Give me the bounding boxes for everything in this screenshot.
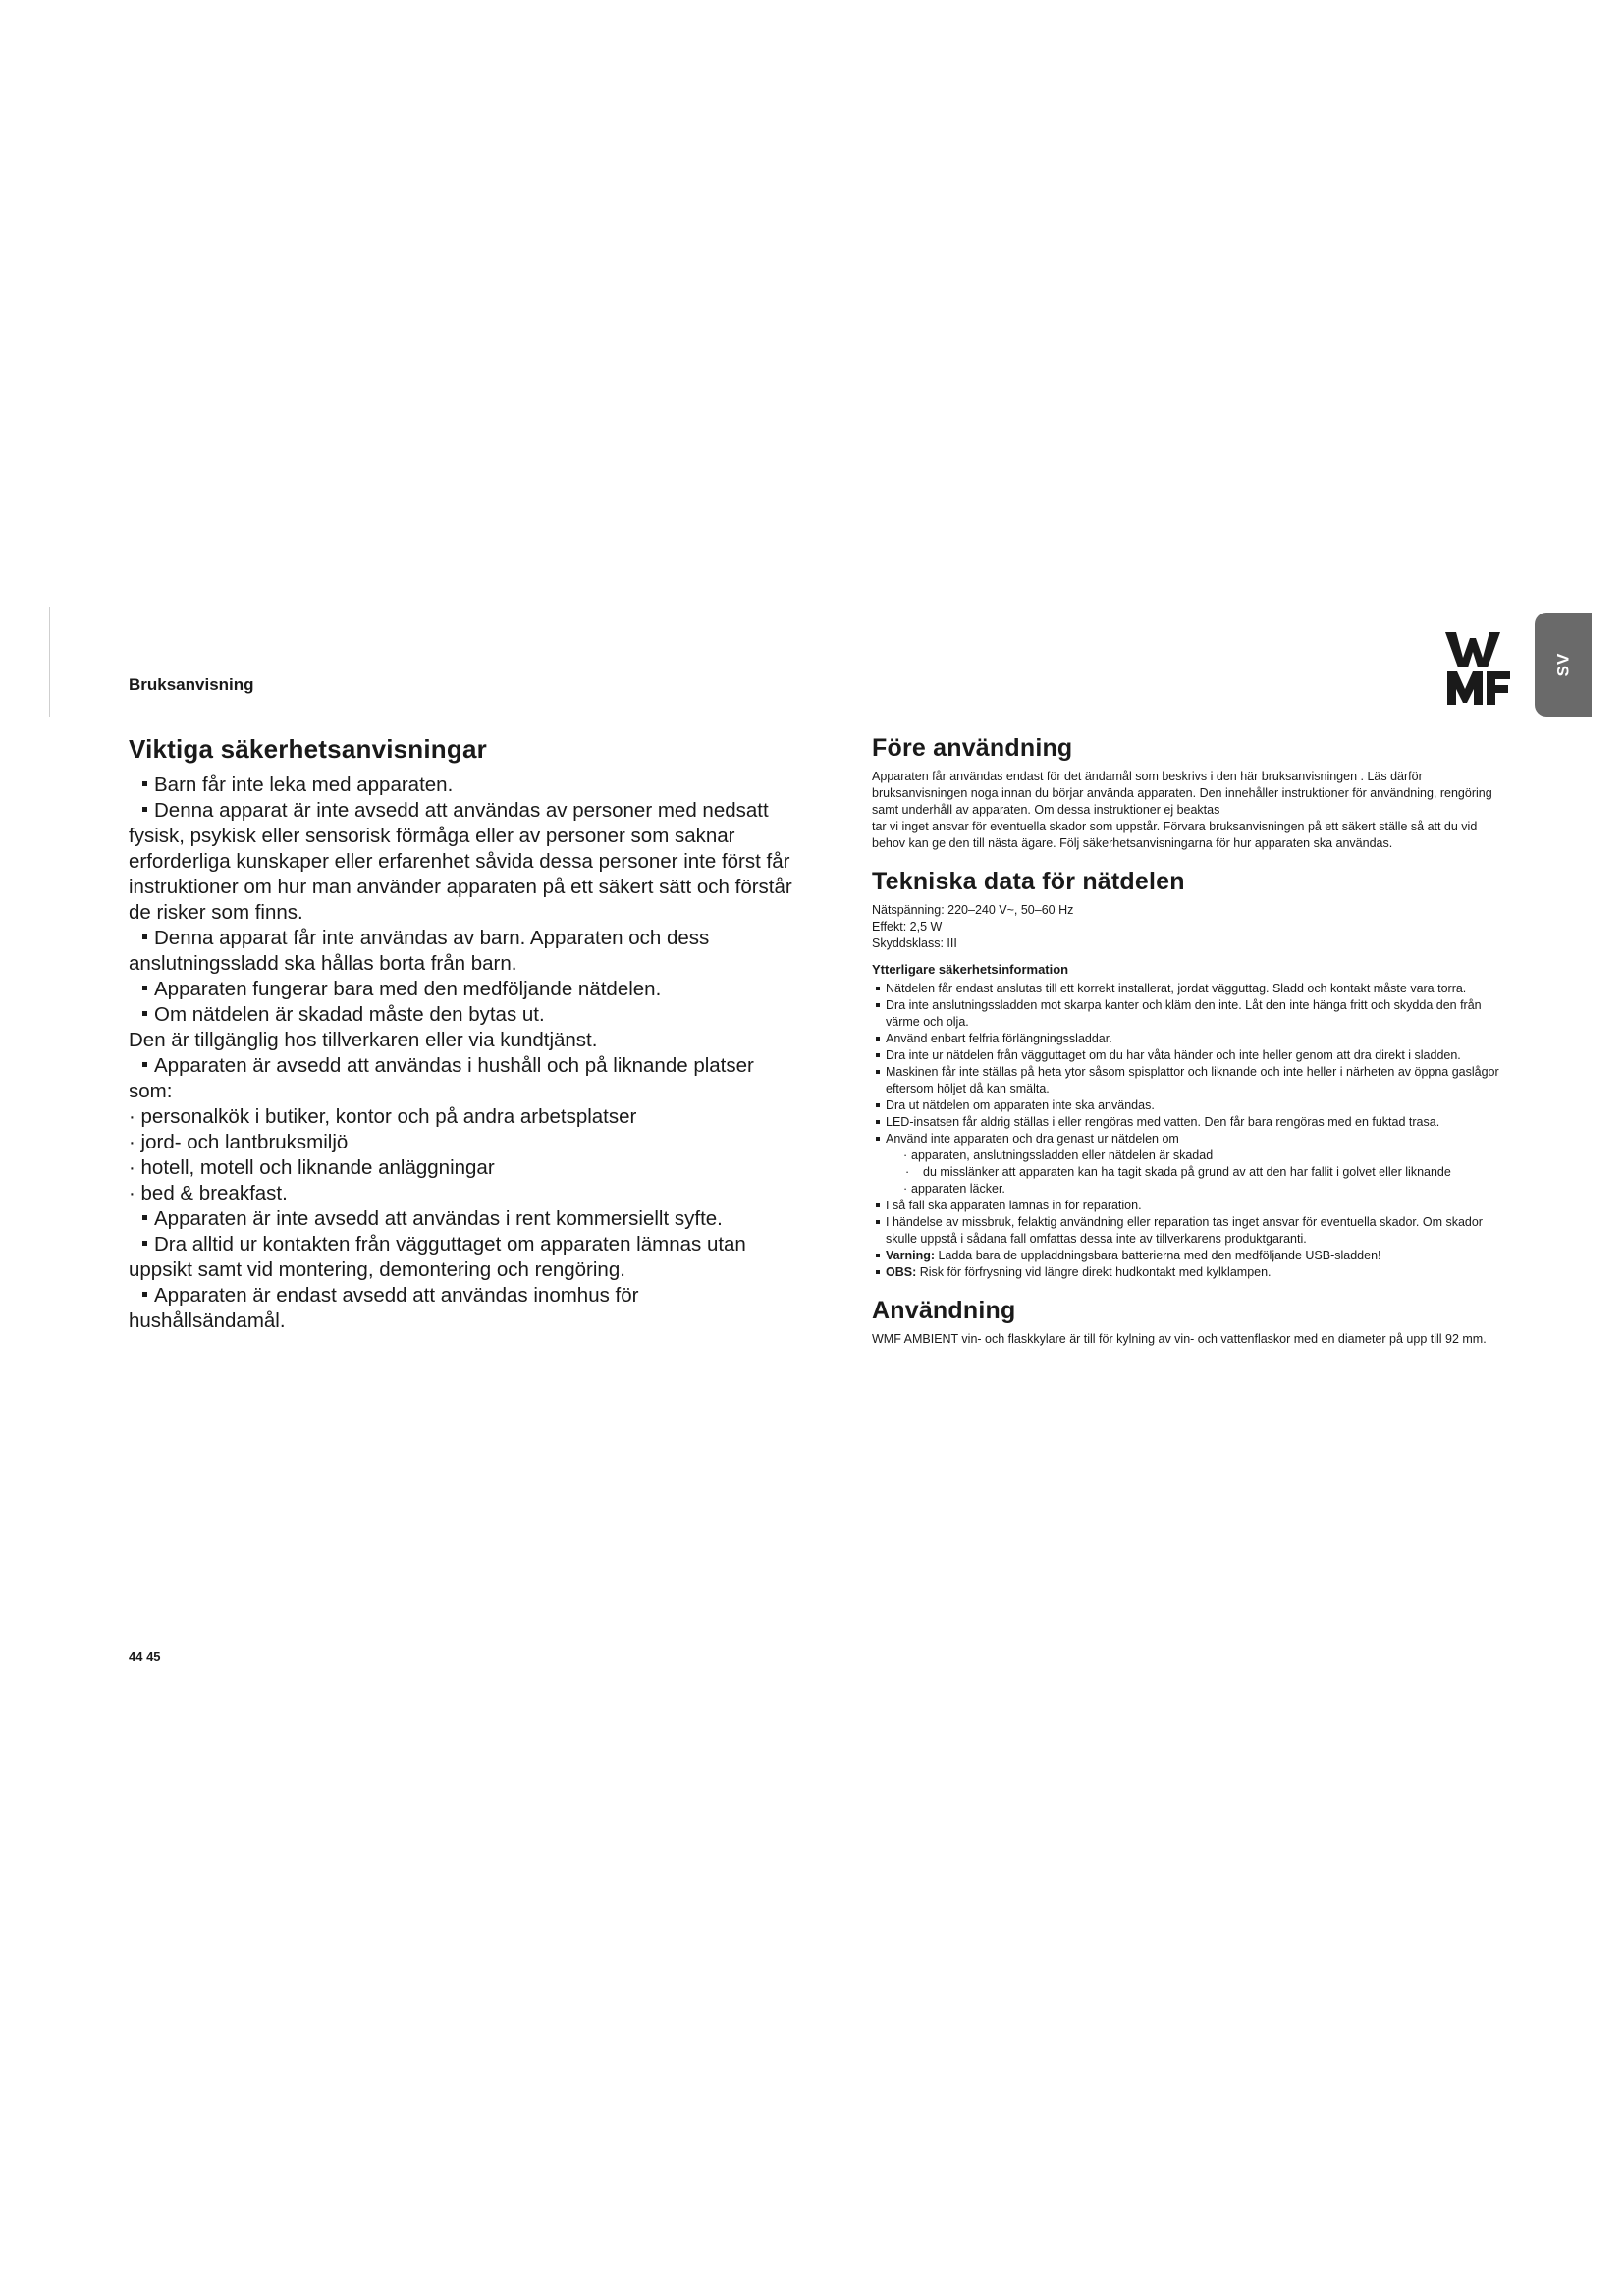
list-item: Apparaten är inte avsedd att användas i rent kommersiellt syfte.: [129, 1206, 796, 1232]
list-item: Barn får inte leka med apparaten.: [129, 773, 796, 798]
header-label: Bruksanvisning: [129, 675, 254, 694]
tech-power: Effekt: 2,5 W: [872, 920, 943, 934]
list-item: Apparaten är avsedd att användas i hushåll och på liknande platser som:: [129, 1054, 754, 1102]
before-use-section: [872, 734, 1512, 852]
warning-item: Varning: Ladda bara de uppladdningsbara batterierna med den medföljande USB-sladden!: [872, 1248, 1512, 1264]
list-item-continuation: Den är tillgänglig hos tillverkaren eller via kundtjänst.: [129, 1029, 598, 1051]
extra-safety-list: [872, 981, 1512, 1148]
list-item: Använd inte apparaten och dra genast ur nätdelen om: [872, 1131, 1512, 1148]
sub-item: · jord- och lantbruksmiljö: [129, 1130, 796, 1155]
list-item: Maskinen får inte ställas på heta ytor såsom spisplattor och liknande och inte heller i närheten av öppna gaslågor eftersom höljet då kan smälta.: [872, 1064, 1512, 1097]
list-item: LED-insatsen får aldrig ställas i eller rengöras med vatten. Den får bara rengöras med en fuktad trasa.: [872, 1114, 1512, 1131]
sub-item: · personalkök i butiker, kontor och på andra arbetsplatser: [129, 1104, 796, 1130]
list-item: Dra inte ur nätdelen från vägguttaget om du har våta händer och inte heller genom att dra direkt i sladden.: [872, 1047, 1512, 1064]
tech-data-section: [872, 868, 1512, 1281]
list-item: Dra ut nätdelen om apparaten inte ska användas.: [872, 1097, 1512, 1114]
tech-protection-class: Skyddsklass: III: [872, 936, 957, 950]
sub-item: · apparaten läcker.: [872, 1181, 1512, 1198]
list-item: Dra alltid ur kontakten från vägguttaget om apparaten lämnas utan uppsikt samt vid montering, demontering och rengöring.: [129, 1233, 746, 1281]
list-item: Denna apparat får inte användas av barn. Apparaten och dess anslutningssladd ska hållas borta från barn.: [129, 927, 710, 975]
notice-item: OBS: Risk för förfrysning vid längre direkt hudkontakt med kylklampen.: [872, 1264, 1512, 1281]
list-item: Nätdelen får endast anslutas till ett korrekt installerat, jordat vägguttag. Sladd och kontakt måste vara torra.: [872, 981, 1512, 997]
safety-title: Viktiga säkerhetsanvisningar: [129, 734, 487, 764]
usage-text: WMF AMBIENT vin- och flaskkylare är till för kylning av vin- och vattenflaskor med en diameter på upp till 92 mm.: [872, 1332, 1487, 1346]
list-item: Dra inte anslutningssladden mot skarpa kanter och kläm den inte. Låt den inte hänga fritt och skydda den från värme och olja.: [872, 997, 1512, 1031]
list-item: Denna apparat är inte avsedd att användas av personer med nedsatt fysisk, psykisk eller sensorisk förmåga eller av personer som saknar erforderliga kunskaper eller erfarenhet såvida dessa personer inte först får instruktioner om hur man använder apparaten på ett säkert sätt och förstår de risker som finns.: [129, 799, 792, 924]
sub-item: · du misslänker att apparaten kan ha tagit skada på grund av att den har fallit i golvet eller liknande: [872, 1164, 1512, 1181]
list-item: Apparaten är endast avsedd att användas inomhus för hushållsändamål.: [129, 1284, 639, 1332]
list-item: Apparaten fungerar bara med den medföljande nätdelen.: [129, 977, 796, 1002]
tech-data-title: Tekniska data för nätdelen: [872, 868, 1185, 895]
list-item: Använd enbart felfria förlängningssladdar.: [872, 1031, 1512, 1047]
sub-item: · hotell, motell och liknande anläggningar: [129, 1155, 796, 1181]
before-use-text-2: tar vi inget ansvar för eventuella skador som uppstår. Förvara bruksanvisningen på ett säkert ställe så att du vid behov kan ge den till nästa ägare. Följ säkerhetsanvisningarna för hur apparaten ska användas.: [872, 820, 1478, 850]
language-tab: SV: [1535, 613, 1592, 717]
tech-voltage: Nätspänning: 220–240 V~, 50–60 Hz: [872, 903, 1074, 917]
page-numbers: 44 45: [129, 1649, 161, 1664]
margin-rule: [49, 607, 50, 717]
wmf-logo: [1443, 628, 1514, 707]
before-use-text: Apparaten får användas endast för det ändamål som beskrivs i den här bruksanvisningen . Läs därför bruksanvisningen noga innan du börjar använda apparaten. Den innehåller instruktioner för användning, rengöring samt underhåll av apparaten. Om dessa instruktioner ej beaktas: [872, 770, 1492, 817]
sub-item: · apparaten, anslutningssladden eller nätdelen är skadad: [872, 1148, 1512, 1164]
right-column: [872, 734, 1512, 1363]
safety-section: [129, 734, 796, 1334]
before-use-title: Före användning: [872, 734, 1073, 762]
list-item: I händelse av missbruk, felaktig användning eller reparation tas inget ansvar för eventuella skador. Om skador skulle uppstå i sådana fall omfattas dessa inte av tillverkarens produktgaranti.: [872, 1214, 1512, 1248]
sub-item: · bed & breakfast.: [129, 1181, 796, 1206]
usage-section: [872, 1297, 1512, 1348]
usage-title: Användning: [872, 1297, 1016, 1324]
list-item: Om nätdelen är skadad måste den bytas ut.: [129, 1002, 796, 1028]
list-item: I så fall ska apparaten lämnas in för reparation.: [872, 1198, 1512, 1214]
extra-safety-title: Ytterligare säkerhetsinformation: [872, 962, 1069, 977]
